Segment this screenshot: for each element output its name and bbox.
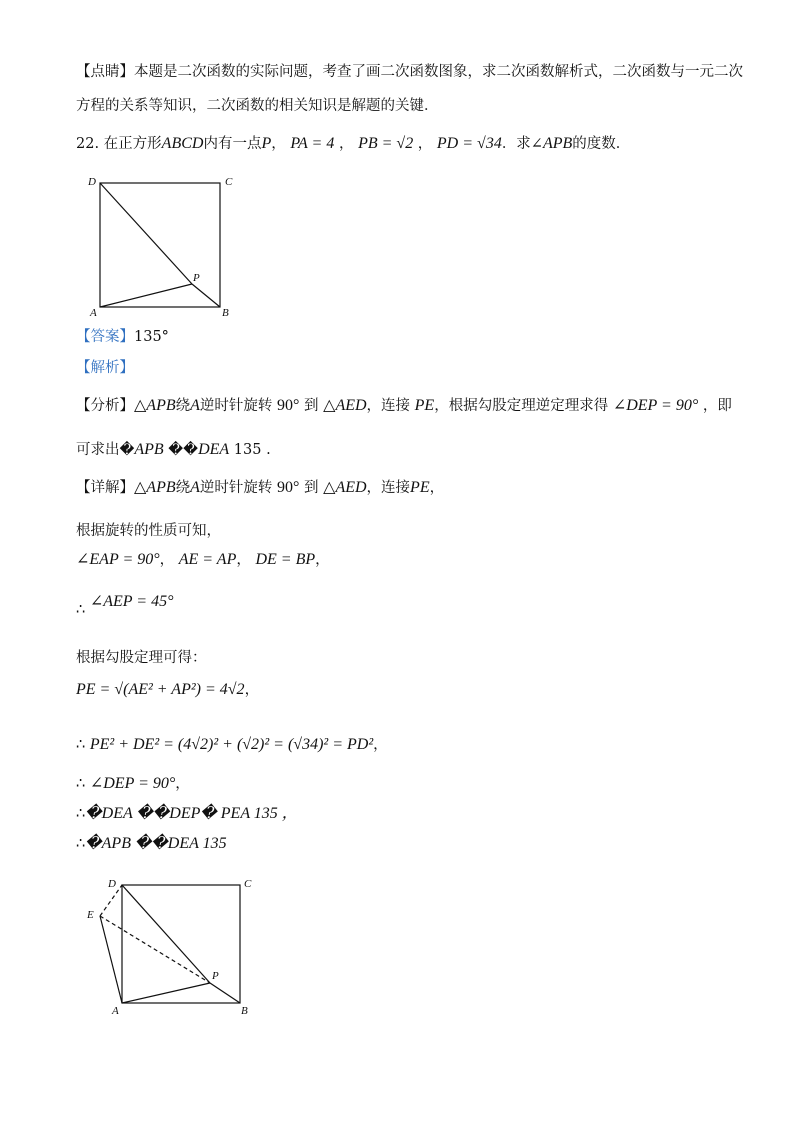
dianjing-tag: 【点睛】	[76, 64, 134, 80]
answer-tag: 【答案】	[76, 329, 134, 345]
xiangjie-line	[76, 478, 444, 498]
xiangjie-tri1: △APB	[134, 479, 176, 496]
fenxi-t2: 逆时针旋转	[199, 398, 273, 414]
fenxi-line2-c: ��	[163, 442, 199, 458]
step-5-formula: PE = √(AE² + AP²) = 4√2	[76, 681, 245, 698]
xiangjie-a: A	[190, 479, 200, 496]
problem-pd: PD = √34	[436, 135, 502, 152]
therefore-symbol: ∴	[76, 806, 86, 822]
xiangjie-t5: ，	[429, 480, 445, 496]
fenxi-line2-e: 135 .	[229, 442, 271, 458]
fenxi-line2-b: APB	[134, 441, 164, 458]
fenxi-t4: ，连接	[366, 398, 411, 414]
fenxi-t5: ，根据勾股定理逆定理求得	[434, 398, 609, 414]
step-7: ∴ ∠DEP = 90°，	[76, 775, 190, 792]
step-2: ∠EAP = 90°， AE = AP， DE = BP，	[76, 551, 330, 568]
fig2-label-p: P	[212, 970, 219, 982]
fig2-dashed-ep	[100, 916, 210, 983]
step-3	[76, 593, 174, 620]
problem-statement: 22. 在正方形ABCD内有一点P， PA = 4 ， PB = √2 ， PD = √34．求∠APB的度数．	[76, 135, 631, 152]
fenxi-tri2: △AED	[323, 397, 367, 414]
step-8	[76, 804, 298, 824]
step-3-formula: ∠AEP = 45°	[89, 593, 174, 610]
figure-square-2	[80, 872, 270, 1022]
fenxi-tag: 【分析】	[76, 398, 134, 414]
therefore-symbol: ∴	[76, 776, 86, 792]
fig1-segment-ap	[100, 284, 192, 307]
step-7-formula: ∠DEP = 90°	[89, 775, 176, 792]
xiangjie-tag: 【详解】	[76, 480, 134, 496]
problem-pa: PA = 4	[290, 135, 335, 152]
problem-text-c: ．求∠	[501, 136, 543, 152]
step-8-formula: �DEA ��DEP� PEA 135 ，	[85, 805, 298, 822]
fig2-segment-ap	[122, 983, 210, 1003]
fig1-label-c: C	[225, 176, 233, 188]
xiangjie-pe: PE	[410, 479, 430, 496]
fenxi-t1: 绕	[175, 398, 191, 414]
dianjing-text-2: 方程的关系等知识，二次函数的相关知识是解题的关键．	[76, 98, 439, 114]
step-9-formula: �APB ��DEA 135	[85, 835, 227, 852]
fig1-label-p: P	[193, 272, 200, 284]
step-6: ∴ PE² + DE² = (4√2)² + (√2)² = (√34)² = PD²，	[76, 736, 388, 753]
fenxi-t6: ，即	[702, 398, 732, 414]
xiangjie-t2: 逆时针旋转	[199, 480, 273, 496]
figure-square-1	[82, 170, 262, 320]
fig1-segment-dp	[100, 183, 192, 284]
xiangjie-t4: ，连接	[366, 480, 411, 496]
fig2-label-c: C	[244, 878, 252, 890]
xiangjie-deg: 90°	[277, 479, 300, 496]
fenxi-a: A	[190, 397, 200, 414]
dianjing-line-2	[76, 96, 439, 116]
fig2-label-e: E	[87, 909, 94, 921]
fenxi-line2-a: 可求出�	[76, 442, 135, 458]
comma: ，	[271, 136, 286, 152]
fig2-square	[122, 885, 240, 1003]
fenxi-pe: PE	[414, 397, 435, 414]
problem-text-d: 的度数．	[572, 136, 631, 152]
answer-value: 135°	[134, 329, 169, 345]
fenxi-deg: 90°	[277, 397, 300, 414]
fig1-square	[100, 183, 220, 307]
step-2-b: AE = AP	[178, 551, 237, 568]
fenxi-tri1: △APB	[134, 397, 176, 414]
fig2-label-a: A	[112, 1005, 119, 1017]
therefore-symbol: ∴	[76, 602, 86, 618]
problem-number: 22.	[76, 136, 100, 152]
fig2-segment-dp	[122, 885, 210, 983]
fenxi-line2-d: DEA	[198, 441, 230, 458]
step-5: PE = √(AE² + AP²) = 4√2，	[76, 681, 260, 698]
dianjing-line-1	[76, 62, 743, 82]
therefore-symbol: ∴	[76, 737, 86, 753]
answer-line	[76, 327, 169, 347]
fenxi-dep: ∠DEP = 90°	[612, 397, 699, 414]
xiangjie-t1: 绕	[175, 480, 191, 496]
fenxi-t3: 到	[304, 398, 319, 414]
problem-text-b: 内有一点	[203, 136, 262, 152]
problem-text-a: 在正方形	[103, 136, 162, 152]
step-2-c: DE = BP	[255, 551, 316, 568]
fig1-label-a: A	[90, 307, 97, 319]
problem-square: ABCD	[161, 135, 204, 152]
fig2-label-b: B	[241, 1005, 248, 1017]
fenxi-line-1	[76, 396, 732, 416]
problem-angle: APB	[542, 135, 573, 152]
dianjing-text-1: 本题是二次函数的实际问题，考查了画二次函数图象，求二次函数解析式，二次函数与一元二次	[134, 64, 743, 80]
therefore-symbol: ∴	[76, 836, 86, 852]
xiangjie-tri2: △AED	[323, 479, 367, 496]
fig1-label-b: B	[222, 307, 229, 319]
analysis-tag: 【解析】	[76, 360, 134, 376]
fig1-segment-pb	[192, 284, 220, 307]
step-1: 根据旋转的性质可知，	[76, 523, 221, 539]
step-6-formula: PE² + DE² = (4√2)² + (√2)² = (√34)² = PD²	[89, 736, 374, 753]
fenxi-line-2	[76, 440, 271, 460]
problem-pb: PB = √2	[358, 135, 414, 152]
fig2-segment-ea	[100, 916, 122, 1003]
fig2-segment-pb	[210, 983, 240, 1003]
problem-point: P	[261, 135, 272, 152]
fig1-label-d: D	[88, 176, 96, 188]
step-4: 根据勾股定理可得：	[76, 650, 207, 666]
fig2-label-d: D	[108, 878, 116, 890]
xiangjie-t3: 到	[304, 480, 319, 496]
step-2-a: ∠EAP = 90°	[76, 551, 160, 568]
step-9	[76, 834, 227, 854]
